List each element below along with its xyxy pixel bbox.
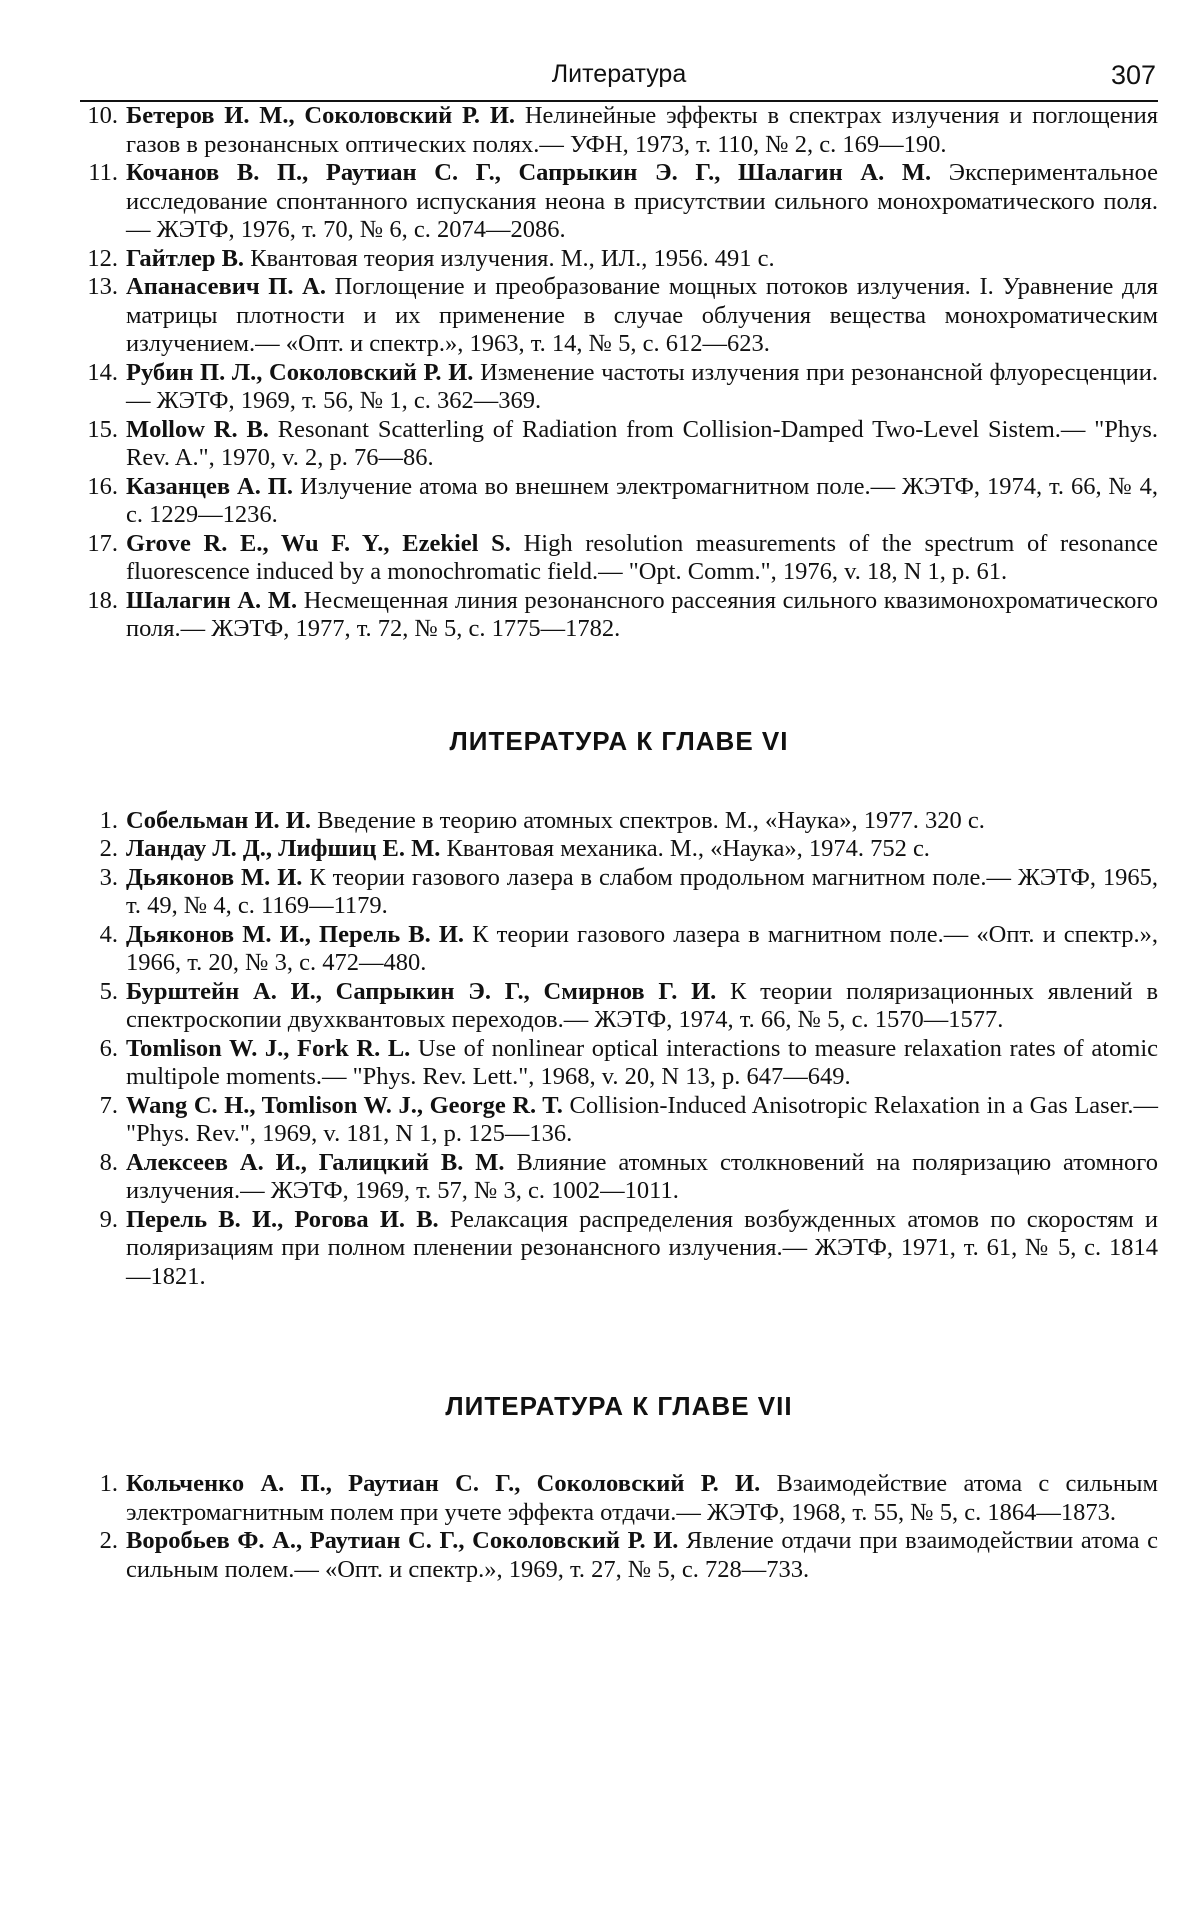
reference-number: 15. [87, 415, 118, 443]
reference-text: Collision-Induced Anisotropic Relaxation in a Gas Laser.— "Phys. Rev.", 1969, v. 181, N 1, p. 125—136. [126, 1091, 1159, 1147]
reference-item [80, 921, 1158, 978]
reference-authors: Grove R. E., Wu F. Y., Ezekiel S. [126, 529, 511, 557]
reference-list-chapter-6 [80, 807, 1158, 1292]
running-title: Литература [551, 60, 687, 88]
reference-number: 7. [99, 1091, 118, 1119]
reference-text: Взаимодействие атома с сильным электромагнитным полем при учете эффекта отдачи.— ЖЭТФ, 1968, т. 55, № 5, с. 1864—1873. [126, 1470, 1159, 1526]
reference-item [80, 1092, 1158, 1149]
reference-text: Квантовая теория излучения. М., ИЛ., 1956. 491 с. [250, 244, 775, 272]
section-title-chapter-6: ЛИТЕРАТУРА К ГЛАВЕ VI [449, 725, 789, 756]
reference-number: 9. [99, 1205, 118, 1233]
reference-number: 8. [99, 1148, 118, 1176]
reference-number: 18. [87, 586, 118, 614]
reference-number: 1. [99, 1470, 118, 1497]
reference-authors: Гайтлер В. [126, 244, 245, 272]
reference-number: 13. [87, 273, 118, 300]
running-header [80, 56, 1158, 102]
reference-authors: Дьяконов М. И. [126, 863, 303, 891]
reference-number: 14. [87, 358, 118, 386]
reference-text: Явление отдачи при взаимодействии атома с сильным полем.— «Опт. и спектр.», 1969, т. 27, № 5, с. 728—733. [126, 1527, 1158, 1583]
reference-text: Излучение атома во внешнем электромагнитном поле.— ЖЭТФ, 1974, т. 66, № 4, с. 1229—1236. [126, 472, 1158, 528]
reference-number: 11. [88, 159, 118, 186]
reference-authors: Воробьев Ф. А., Раутиан С. Г., Соколовский Р. И. [126, 1527, 679, 1554]
reference-authors: Рубин П. Л., Соколовский Р. И. [126, 358, 474, 386]
section-title-chapter-7: ЛИТЕРАТУРА К ГЛАВЕ VII [445, 1391, 793, 1421]
reference-item [80, 1149, 1158, 1206]
reference-list-previous-chapter [80, 102, 1158, 644]
reference-number: 2. [99, 1527, 118, 1554]
reference-text: Resonant Scatterling of Radiation from Collision-Damped Two-Level Sistem.— "Phys. Rev. A.", 1970, v. 2, p. 76—86. [126, 415, 1159, 471]
reference-text: Use of nonlinear optical interactions to measure relaxation rates of atomic multipole moments.— "Phys. Rev. Lett.", 1968, v. 20, N 13, p. 647—649. [126, 1034, 1159, 1090]
reference-authors: Алексеев А. И., Галицкий В. М. [126, 1148, 505, 1176]
reference-item [80, 835, 1158, 864]
reference-authors: Ландау Л. Д., Лифшиц Е. М. [126, 835, 441, 862]
reference-text: Квантовая механика. М., «Наука», 1974. 752 с. [446, 835, 930, 862]
reference-authors: Mollow R. B. [126, 415, 269, 443]
reference-text: High resolution measurements of the spectrum of resonance fluorescence induced by a monochromatic field.— "Opt. Comm.", 1976, v. 18, N 1, p. 61. [126, 529, 1158, 585]
reference-text: Релаксация распределения возбужденных атомов по скоростям и поляризациям при полном пленении резонансного излучения.— ЖЭТФ, 1971, т. 61, № 5, с. 1814—1821. [126, 1205, 1159, 1290]
reference-number: 6. [99, 1034, 118, 1062]
reference-text: Введение в теорию атомных спектров. М., «Наука», 1977. 320 с. [317, 806, 985, 834]
reference-number: 4. [99, 920, 118, 948]
reference-authors: Кольченко А. П., Раутиан С. Г., Соколовский Р. И. [126, 1470, 761, 1497]
reference-number: 2. [99, 835, 118, 862]
reference-number: 1. [99, 806, 118, 834]
reference-number: 16. [87, 472, 118, 500]
reference-item [80, 530, 1158, 587]
reference-authors: Казанцев А. П. [126, 472, 293, 500]
reference-item [80, 102, 1158, 159]
reference-authors: Wang C. H., Tomlison W. J., George R. T. [126, 1091, 563, 1119]
reference-text: Поглощение и преобразование мощных потоков излучения. I. Уравнение для матрицы плотности и их применение в случае облучения вещества монохроматическим излучением.— «Опт. и спектр.», 1963, т. 14, № 5, с. 612—623. [126, 273, 1158, 357]
reference-item [80, 1527, 1158, 1584]
reference-item [80, 159, 1158, 245]
reference-text: К теории поляризационных явлений в спектроскопии двухквантовых переходов.— ЖЭТФ, 1974, т. 66, № 5, с. 1570—1577. [126, 977, 1159, 1033]
reference-authors: Tomlison W. J., Fork R. L. [126, 1034, 411, 1062]
reference-item [80, 978, 1158, 1035]
reference-item [80, 245, 1158, 274]
reference-number: 5. [99, 977, 118, 1005]
reference-text: К теории газового лазера в магнитном поле.— «Опт. и спектр.», 1966, т. 20, № 3, с. 472—480. [126, 920, 1158, 976]
reference-list-chapter-7 [80, 1470, 1158, 1584]
reference-number: 17. [87, 529, 118, 557]
reference-text: Нелинейные эффекты в спектрах излучения и поглощения газов в резонансных оптических полях.— УФН, 1973, т. 110, № 2, с. 169—190. [126, 102, 1159, 158]
reference-number: 3. [99, 863, 118, 891]
reference-item [80, 864, 1158, 921]
book-page [80, 56, 1158, 1584]
reference-item [80, 1206, 1158, 1292]
reference-item [80, 807, 1158, 836]
reference-text: Изменение частоты излучения при резонансной флуоресценции.— ЖЭТФ, 1969, т. 56, № 1, с. 362—369. [126, 358, 1159, 414]
reference-number: 10. [87, 102, 118, 129]
reference-item [80, 473, 1158, 530]
reference-text: Несмещенная линия резонансного рассеяния сильного квазимонохроматического поля.— ЖЭТФ, 1977, т. 72, № 5, с. 1775—1782. [126, 586, 1159, 642]
reference-text: Экспериментальное исследование спонтанного испускания неона в присутствии сильного монохроматического поля.— ЖЭТФ, 1976, т. 70, № 6, с. 2074—2086. [126, 159, 1159, 243]
reference-text: К теории газового лазера в слабом продольном магнитном поле.— ЖЭТФ, 1965, т. 49, № 4, с. 1169—1179. [126, 863, 1159, 919]
reference-authors: Бурштейн А. И., Сапрыкин Э. Г., Смирнов Г. И. [126, 977, 717, 1005]
reference-item [80, 273, 1158, 359]
reference-item [80, 416, 1158, 473]
reference-authors: Бетеров И. М., Соколовский Р. И. [126, 102, 516, 129]
reference-authors: Собельман И. И. [126, 806, 311, 834]
reference-item [80, 1470, 1158, 1527]
reference-authors: Дьяконов М. И., Перель В. И. [126, 920, 465, 948]
reference-authors: Перель В. И., Рогова И. В. [126, 1205, 439, 1233]
reference-authors: Кочанов В. П., Раутиан С. Г., Сапрыкин Э. Г., Шалагин А. М. [126, 159, 932, 186]
reference-item [80, 587, 1158, 644]
reference-text: Влияние атомных столкновений на поляризацию атомного излучения.— ЖЭТФ, 1969, т. 57, № 3, с. 1002—1011. [126, 1148, 1158, 1204]
reference-number: 12. [87, 244, 118, 272]
reference-authors: Шалагин А. М. [126, 586, 298, 614]
reference-item [80, 359, 1158, 416]
page-number: 307 [1110, 60, 1156, 90]
reference-item [80, 1035, 1158, 1092]
reference-authors: Апанасевич П. А. [126, 273, 326, 300]
